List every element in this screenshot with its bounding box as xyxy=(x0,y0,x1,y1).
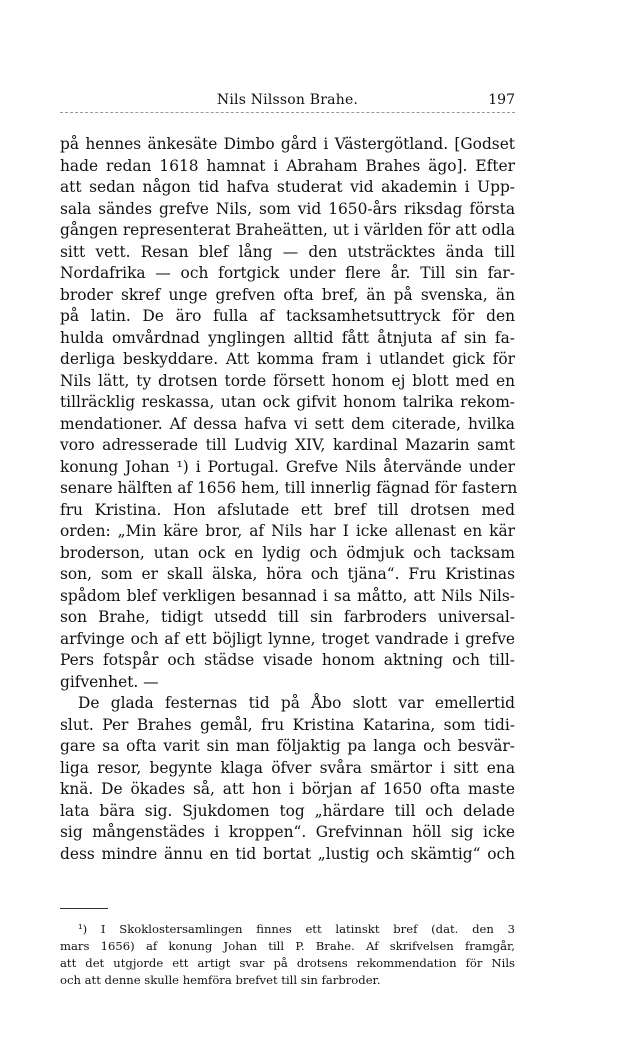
body-text xyxy=(60,134,518,865)
footnote xyxy=(60,921,515,989)
text-line: gången representerat Braheätten, ut i världen för att odla xyxy=(60,221,515,239)
footnote-line: att det utgjorde ett artigt svar på drotsens rekommendation för Nils xyxy=(60,956,515,970)
text-line: fru Kristina. Hon afslutade ett bref till drotsen med xyxy=(60,500,515,519)
footnote-line: ¹) I Skoklostersamlingen finnes ett latinskt bref (dat. den 3 xyxy=(78,922,515,936)
text-line: gifvenhet. — xyxy=(60,672,159,691)
text-line: konung Johan ¹) i Portugal. Grefve Nils återvände under xyxy=(60,457,515,476)
text-line: orden: „Min käre bror, af Nils har I icke allenast en kär xyxy=(60,522,515,540)
text-line: slut. Per Brahes gemål, fru Kristina Katarina, som tidi- xyxy=(60,715,515,734)
text-line: Nordafrika — och fortgick under flere år. Till sin far- xyxy=(60,264,515,282)
page-header xyxy=(60,92,515,114)
text-line: dess mindre ännu en tid bortat „lustig och skämtig“ och xyxy=(60,844,515,863)
text-line: son Brahe, tidigt utsedd till sin farbroders universal- xyxy=(60,608,515,626)
text-line: senare hälften af 1656 hem, till innerlig fägnad för fastern xyxy=(60,479,518,497)
text-line: son, som er skall älska, höra och tjäna“. Fru Kristinas xyxy=(60,565,515,583)
text-line: på hennes änkesäte Dimbo gård i Västergötland. [Godset xyxy=(60,135,515,153)
footnote-line: mars 1656) af konung Johan till P. Brahe. Af skrifvelsen framgår, xyxy=(60,939,515,953)
text-line: tillräcklig reskassa, utan ock gifvit honom talrika rekom- xyxy=(60,393,515,411)
text-line: Nils lätt, ty drotsen torde försett honom ej blott med en xyxy=(60,371,515,390)
header-rule xyxy=(60,112,515,114)
text-line: sitt vett. Resan blef lång — den utsträcktes ända till xyxy=(60,242,515,261)
text-line: Pers fotspår och städse visade honom aktning och till- xyxy=(60,651,515,669)
text-line: hulda omvårdnad ynglingen alltid fått åtnjuta af sin fa- xyxy=(60,328,515,347)
text-line: hade redan 1618 hamnat i Abraham Brahes ägo]. Efter xyxy=(60,156,515,175)
text-line: broder skref ungе grefven ofta bref, än på svenska, än xyxy=(60,285,515,304)
text-line: arfvinge och af ett böjligt lynne, troget vandrade i grefve xyxy=(60,629,515,648)
text-line: sig mångenstädes i kroppen“. Grefvinnan höll sig icke xyxy=(60,823,515,841)
text-line: liga resor, begynte klaga öfver svåra smärtor i sitt ena xyxy=(60,758,515,777)
text-line: spådom blef verkligen besannad i sa måtto, att Nils Nils- xyxy=(60,586,515,605)
text-line: lata bära sig. Sjukdomen tog „härdare till och delade xyxy=(60,801,515,820)
text-line: mendationer. Af dessa hafva vi sett dem citerade, hvilka xyxy=(60,414,515,433)
running-title: Nils Nilsson Brahe. xyxy=(216,92,359,108)
text-line: voro adresserade till Ludvig XIV, kardinal Mazarin samt xyxy=(60,436,515,454)
text-line: att sedan någon tid hafva studerat vid akademin i Upp- xyxy=(60,178,515,196)
footnote-rule xyxy=(60,908,108,909)
text-line: på latin. De äro fulla af tacksamhetsuttryck för den xyxy=(60,307,515,325)
text-line: De glada festernas tid på Åbo slott var emellertid xyxy=(78,694,515,712)
footnote-line: och att denne skulle hemföra brefvet till sin farbroder. xyxy=(60,973,381,987)
text-line: broderson, utan ock en lydig och ödmjuk och tacksam xyxy=(60,543,515,562)
text-line: gare sa ofta varit sin man följaktig pa langa och besvär- xyxy=(60,737,515,755)
page-number: 197 xyxy=(488,92,515,108)
text-line: knä. De ökades så, att hon i början af 1650 ofta maste xyxy=(60,780,515,798)
text-line: derliga beskyddare. Att komma fram i utlandet gick för xyxy=(60,350,515,368)
text-line: sala sändes grefve Nils, som vid 1650-års riksdag första xyxy=(60,199,515,218)
